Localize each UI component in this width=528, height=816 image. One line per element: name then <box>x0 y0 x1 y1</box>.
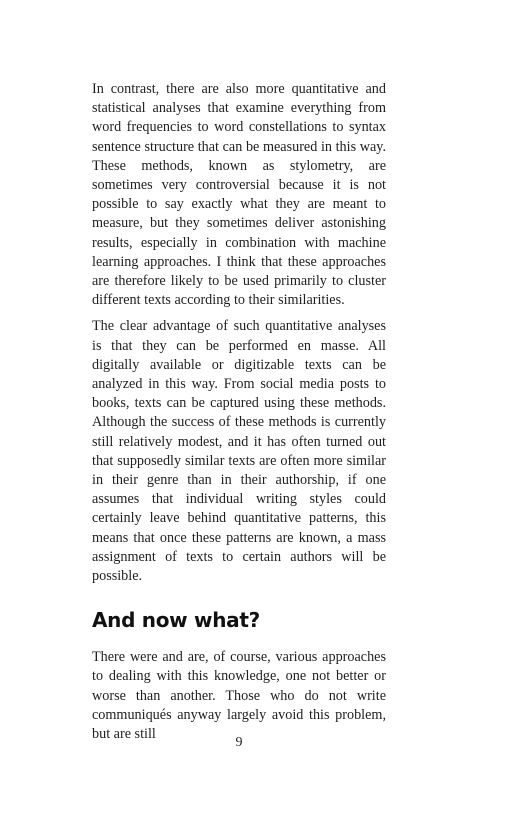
paragraph-stylometry: In contrast, there are also more quantitative and statistical analyses that examine everything from word frequencies to word constellations to syntax sentence structure that can be measured in this way. These methods, known as stylometry, are sometimes very controversial because it is not possible to say exactly what they are meant to measure, but they sometimes deliver astonishing results, especially in combination with machine learning approaches. I think that these approaches are therefore likely to be used primarily to cluster different texts according to their similarities. <box>92 81 386 309</box>
section-heading: And now what? <box>92 608 260 633</box>
body-text <box>92 80 386 751</box>
paragraph-quantitative-advantage: The clear advantage of such quantitative analyses is that they can be performed en masse. All digitally available or digitizable texts can be analyzed in this way. From social media posts to books, texts can be captured using these methods. Although the success of these methods is currently still relatively modest, and it has often turned out that supposedly similar texts are often more similar in their genre than in their authorship, if one assumes that individual writing styles could certainly leave behind quantitative patterns, this means that once these patterns are known, a mass assignment of texts to certain authors will be possible. <box>92 318 386 585</box>
paragraph-approaches: There were and are, of course, various approaches to dealing with this knowledge, one not better or worse than another. Those who do not write communiqués anyway largely avoid this problem, but are still <box>92 649 386 743</box>
page-number: 9 <box>235 735 243 750</box>
